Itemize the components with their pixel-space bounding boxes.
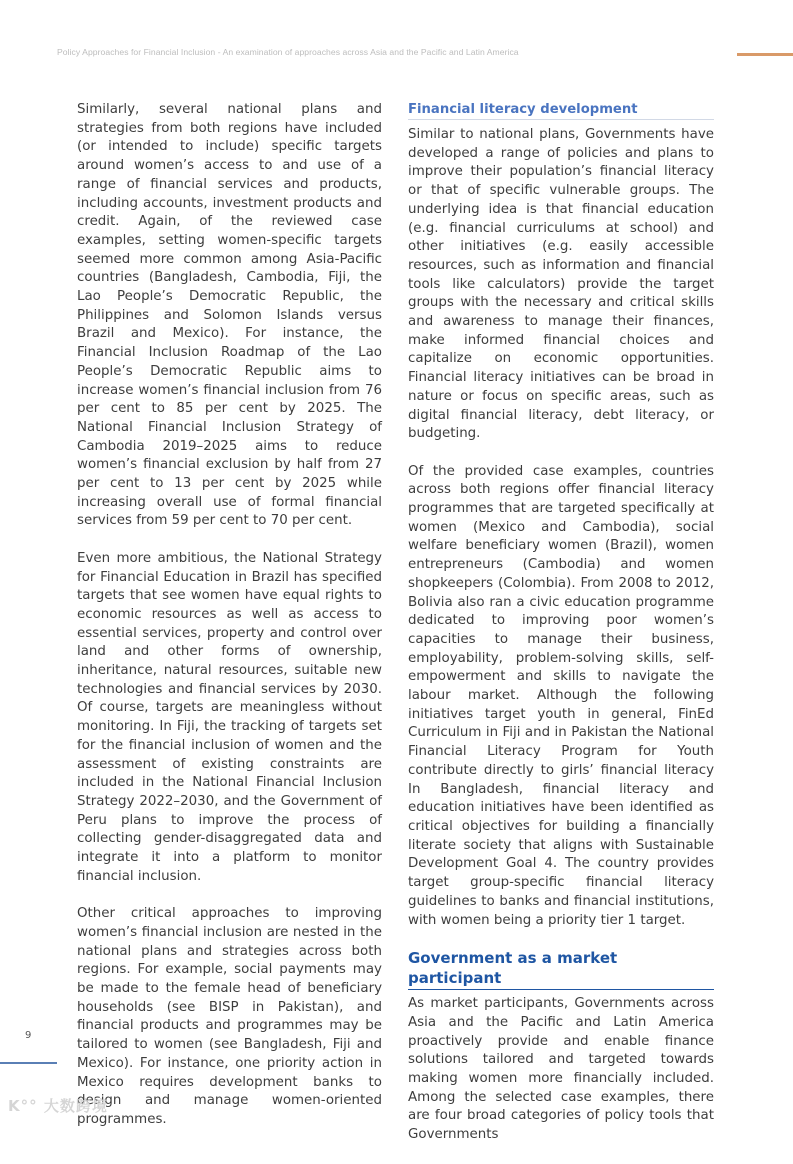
paragraph: Of the provided case examples, countries across both regions offer financial literacy programmes that are targeted specifically at women (Mexico and Cambodia), social welfare beneficiary women (Brazil), women entrepreneurs (Cambodia) and women shopkeepers (Colombia). From 2008 to 2012, Bolivia also ran a civic education programme dedicated to improving poor women’s capacities to manage their business, employability, problem-solving skills, self-empowerment and skills to navigate the labour market. Although the following initiatives target youth in general, FinEd Curriculum in Fiji and in Pakistan the National Financial Literacy Program for Youth contribute directly to girls’ financial literacy In Bangladesh, financial literacy and education initiatives have been identified as critical objectives for building a financially literate society that aligns with Sustainable Development Goal 4. The country provides target group-specific financial literacy guidelines to banks and financial institutions, with women being a priority tier 1 target. xyxy=(408,463,714,928)
paragraph: Similarly, several national plans and strategies from both regions have included (or intended to include) specific targets around women’s access to and use of a range of financial services and products, including accounts, investment products and credit. Again, of the reviewed case examples, setting women-specific targets seemed more common among Asia-Pacific countries (Bangladesh, Cambodia, Fiji, the Lao People’s Democratic Republic, the Philippines and Solomon Islands versus Brazil and Mexico). For instance, the Financial Inclusion Roadmap of the Lao People’s Democratic Republic aims to increase women’s financial inclusion from 76 per cent to 85 per cent by 2025. The National Financial Inclusion Strategy of Cambodia 2019–2025 aims to reduce women’s financial exclusion by half from 27 per cent to 13 per cent by 2025 while increasing overall use of formal financial services from 59 per cent to 70 per cent. xyxy=(77,102,382,529)
section-heading-government-market-participant: Government as a market participant xyxy=(408,948,714,990)
page-number: 9 xyxy=(25,1030,32,1041)
paragraph: Other critical approaches to improving women’s financial inclusion are nested in the national plans and strategies across both regions. For example, social payments may be made to the female head of beneficiary households (see BISP in Pakistan), and financial products and programmes may be tailored to women (see Bangladesh, Fiji and Mexico). For instance, one priority action in Mexico requires development banks to design and manage women-oriented programmes. xyxy=(77,906,382,1127)
running-header: Policy Approaches for Financial Inclusion - An examination of approaches across Asia and the Pacific and Latin America xyxy=(57,47,519,57)
paragraph: Similar to national plans, Governments have developed a range of policies and plans to improve their population’s financial literacy or that of specific vulnerable groups. The underlying idea is that financial education (e.g. financial curriculums at school) and other initiatives (e.g. easily accessible resources, such as information and financial tools like calculators) provide the target groups with the necessary and critical skills and awareness to manage their finances, make informed financial choices and capitalize on economic opportunities. Financial literacy initiatives can be broad in nature or focus on specific areas, such as digital financial literacy, debt literacy, or budgeting. xyxy=(408,127,714,442)
paragraph: As market participants, Governments across Asia and the Pacific and Latin America proactively provide and enable finance solutions tailored and targeted towards making women more financially included. Among the selected case examples, there are four broad categories of policy tools that Governments xyxy=(408,996,714,1143)
paragraph: Even more ambitious, the National Strategy for Financial Education in Brazil has specified targets that see women have equal rights to economic resources as well as access to essential services, property and control over land and other forms of ownership, inheritance, natural resources, suitable new technologies and financial services by 2030. Of course, targets are meaningless without monitoring. In Fiji, the tracking of targets set for the financial inclusion of women and the assessment of existing constraints are included in the National Financial Inclusion Strategy 2022–2030, and the Government of Peru plans to improve the process of collecting gender-disaggregated data and integrate it into a platform to monitor financial inclusion. xyxy=(77,550,382,884)
header-accent-rule xyxy=(737,53,793,56)
left-column xyxy=(77,101,382,1148)
watermark: K°° 大数跨境 xyxy=(8,1097,108,1115)
footer-rule xyxy=(0,1062,57,1064)
section-heading-financial-literacy: Financial literacy development xyxy=(408,101,714,120)
right-column xyxy=(408,101,714,1164)
